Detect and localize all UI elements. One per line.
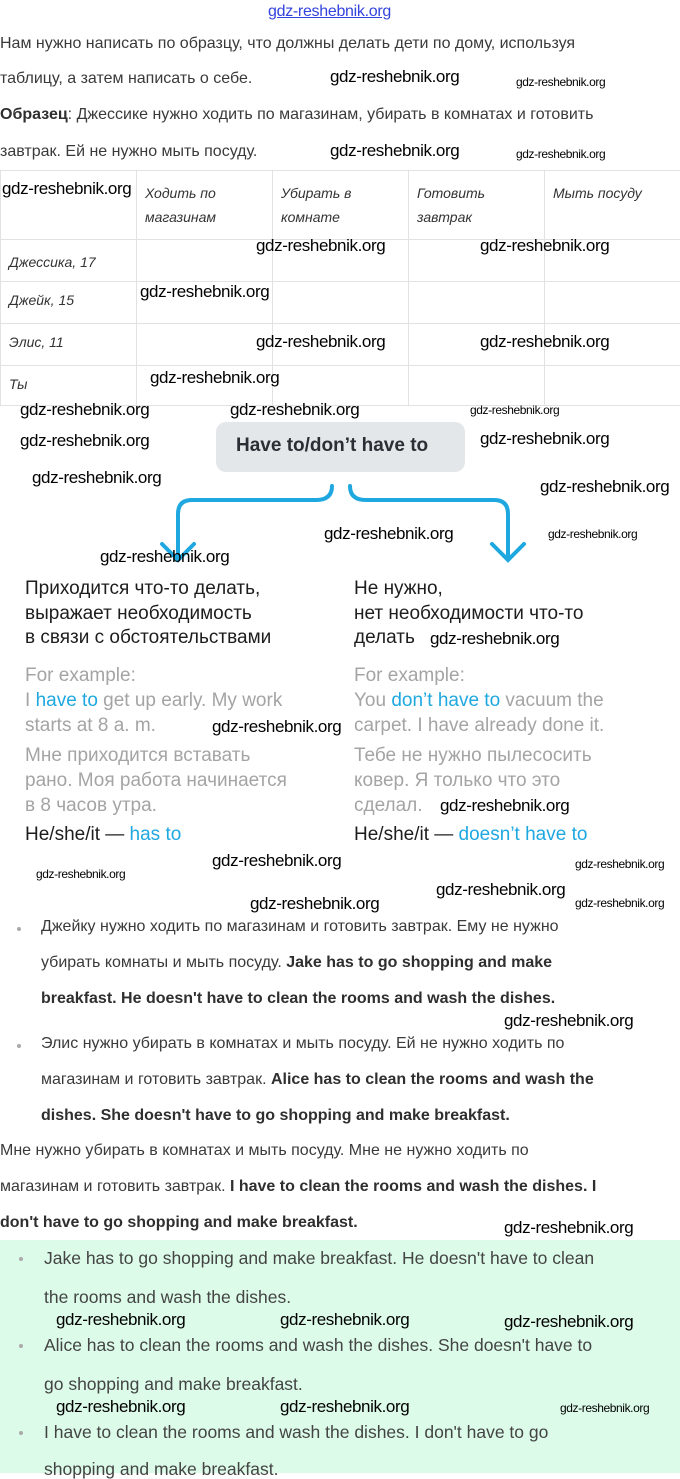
watermark: gdz-reshebnik.org [480,237,609,255]
watermark: gdz-reshebnik.org [504,1313,633,1331]
table-row-name: Джессика, 17 [1,240,137,282]
watermark: gdz-reshebnik.org [470,404,559,417]
right-rule: He/she/it — doesn’t have to [354,824,587,846]
bullet-icon [17,1044,21,1048]
watermark: gdz-reshebnik.org [540,478,669,496]
table-header-cell: Мыть посуду [545,171,680,240]
watermark: gdz-reshebnik.org [330,142,459,160]
watermark: gdz-reshebnik.org [504,1012,633,1030]
watermark: gdz-reshebnik.org [324,525,453,543]
answer-box [0,1240,680,1473]
watermark: gdz-reshebnik.org [256,333,385,351]
watermark: gdz-reshebnik.org [440,797,569,815]
bullet-icon [19,1257,23,1261]
watermark: gdz-reshebnik.org [575,897,664,910]
intro-line: Нам нужно написать по образцу, что должны делать дети по дому, используя [0,34,575,54]
left-translation: Мне приходится вставать рано. Моя работа начинается в 8 часов утра. [25,743,287,818]
answer-line: breakfast. He doesn't have to clean the rooms and wash the dishes. [41,989,555,1009]
answer-line: убирать комнаты и мыть посуду. Jake has to go shopping and make [41,953,552,973]
watermark-link[interactable]: gdz-reshebnik.org [268,3,391,21]
watermark: gdz-reshebnik.org [516,148,605,161]
watermark: gdz-reshebnik.org [436,881,565,899]
watermark: gdz-reshebnik.org [140,283,269,301]
answer-line: Мне нужно убирать в комнатах и мыть посуду. Мне не нужно ходить по [0,1141,529,1161]
left-example: For example: I have to get up early. My work starts at 8 a. m. [25,663,282,738]
bullet-icon [19,1344,23,1348]
right-example: For example: You don’t have to vacuum the carpet. I have already done it. [354,663,604,738]
diagram-title: Have to/don’t have to [236,435,428,457]
watermark: gdz-reshebnik.org [32,469,161,487]
watermark: gdz-reshebnik.org [330,68,459,86]
watermark: gdz-reshebnik.org [280,1398,409,1416]
sample-label: Образец [0,106,68,123]
watermark: gdz-reshebnik.org [480,430,609,448]
answer-line: Элис нужно убирать в комнатах и мыть посуду. Ей не нужно ходить по [41,1034,564,1054]
right-heading: Не нужно, нет необходимости что-то делать [354,577,583,651]
watermark: gdz-reshebnik.org [230,401,359,419]
diagram-title-box [216,422,465,472]
watermark: gdz-reshebnik.org [56,1311,185,1329]
intro-line: таблицу, а затем написать о себе. [0,69,252,89]
answer-line: магазинам и готовить завтрак. Alice has to clean the rooms and wash the [41,1070,594,1090]
watermark: gdz-reshebnik.org [516,76,605,89]
watermark: gdz-reshebnik.org [480,333,609,351]
sample-line [0,105,593,125]
watermark: gdz-reshebnik.org [20,401,149,419]
table-header-cell: Ходить по магазинам [137,171,273,240]
left-rule: He/she/it — has to [25,824,181,846]
sample-line: завтрак. Ей не нужно мыть посуду. [0,142,257,162]
right-translation: Тебе не нужно пылесосить ковер. Я только что это сделал. [354,743,592,818]
answer-line: магазинам и готовить завтрак. I have to clean the rooms and wash the dishes. I [0,1177,596,1197]
bullet-icon [17,927,21,931]
chores-table [0,170,680,406]
watermark: gdz-reshebnik.org [256,237,385,255]
answer-line: dishes. She doesn't have to go shopping and make breakfast. [41,1106,510,1126]
table-row-name: Джейк, 15 [1,282,137,324]
left-heading: Приходится что-то делать, выражает необходимость в связи с обстоятельствами [25,577,271,651]
watermark: gdz-reshebnik.org [20,432,149,450]
watermark: gdz-reshebnik.org [280,1311,409,1329]
watermark: gdz-reshebnik.org [560,1402,649,1415]
answer-line: Джейку нужно ходить по магазинам и готовить завтрак. Ему не нужно [41,917,559,937]
answer-box-line: Alice has to clean the rooms and wash the dishes. She doesn't have to [44,1335,592,1355]
watermark: gdz-reshebnik.org [430,630,559,648]
answer-box-line: I have to clean the rooms and wash the dishes. I don't have to go [44,1422,548,1442]
watermark: gdz-reshebnik.org [150,369,279,387]
table-header-cell: Убирать в комнате [273,171,409,240]
table-row [1,282,680,324]
watermark: gdz-reshebnik.org [36,868,125,881]
bullet-icon [19,1431,23,1435]
sample-text: : Джессике нужно ходить по магазинам, убирать в комнатах и готовить [68,106,594,123]
answer-box-line: shopping and make breakfast. [44,1459,278,1479]
table-row-name: Ты [1,366,137,406]
answer-line: don't have to go shopping and make breakfast. [0,1213,358,1233]
answer-box-line: the rooms and wash the dishes. [44,1287,291,1307]
answer-box-line: go shopping and make breakfast. [44,1374,303,1394]
watermark: gdz-reshebnik.org [56,1398,185,1416]
watermark: gdz-reshebnik.org [575,858,664,871]
watermark: gdz-reshebnik.org [250,895,379,913]
watermark: gdz-reshebnik.org [504,1219,633,1237]
watermark: gdz-reshebnik.org [212,852,341,870]
watermark: gdz-reshebnik.org [100,548,229,566]
answer-box-line: Jake has to go shopping and make breakfast. He doesn't have to clean [44,1248,594,1268]
table-row-name: Элис, 11 [1,324,137,366]
watermark: gdz-reshebnik.org [212,718,341,736]
watermark: gdz-reshebnik.org [548,528,637,541]
watermark: gdz-reshebnik.org [2,180,131,198]
table-header-cell: Готовить завтрак [409,171,545,240]
